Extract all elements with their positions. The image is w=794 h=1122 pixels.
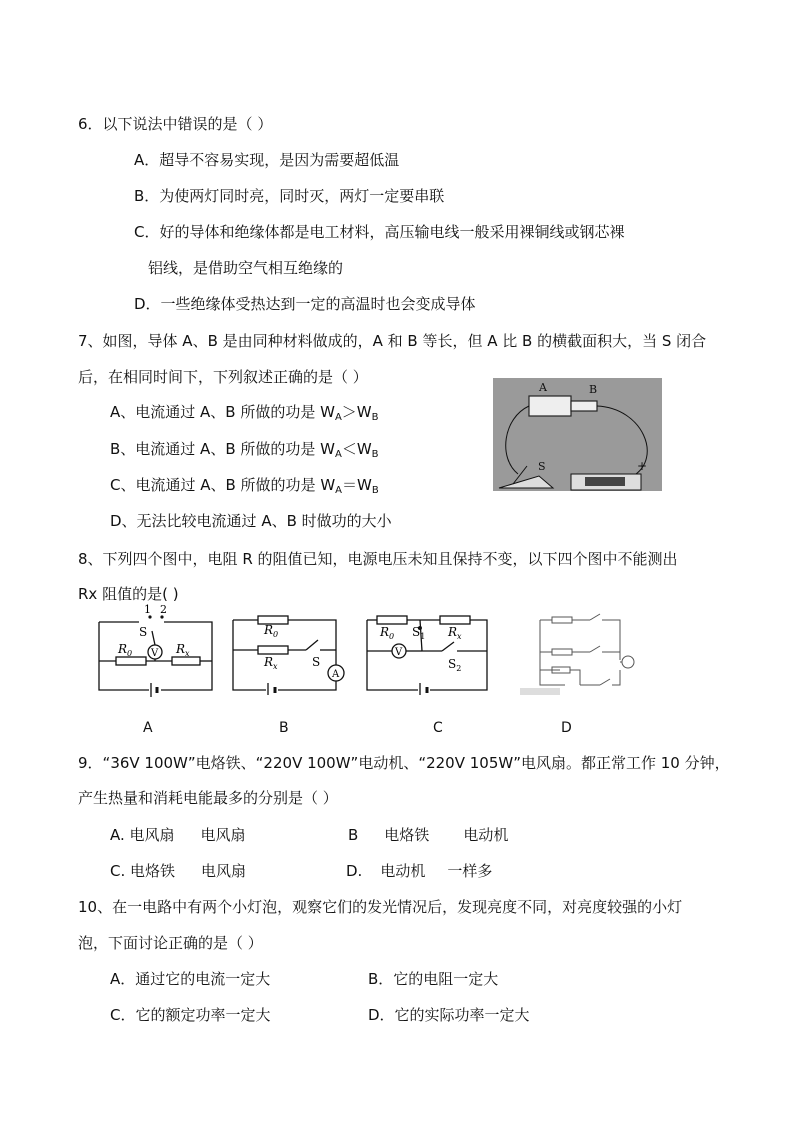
q9-option-a	[110, 825, 246, 845]
circuit-c	[362, 610, 492, 695]
label-rx: $R_x$	[448, 625, 462, 641]
circuit-b-label: B	[279, 720, 289, 736]
label-plus: +	[637, 459, 648, 473]
q9-c-2: 电风扇	[201, 862, 247, 880]
q8-stem-line2: Rx 阻值的是( )	[78, 585, 179, 603]
q9-option-c	[110, 861, 246, 881]
ammeter-a: A	[332, 669, 340, 680]
circuit-b	[228, 610, 353, 695]
label-r0: $R_0$	[380, 625, 395, 641]
q7-stem-line2: 后，在相同时间下，下列叙述正确的是（ ）	[78, 368, 368, 386]
q10-option-d: D．它的实际功率一定大	[368, 1006, 530, 1024]
q6-option-d: D．一些绝缘体受热达到一定的高温时也会变成导体	[134, 295, 476, 313]
q9-d-1: 电动机	[380, 862, 426, 880]
lt-sign: ＜W	[341, 440, 372, 458]
label-a: A	[539, 381, 547, 394]
sub-a: A	[334, 412, 342, 423]
q7-option-a	[110, 402, 379, 428]
q6-option-c: C．好的导体和绝缘体都是电工材料，高压输电线一般采用裸铜线或钢芯裸	[134, 223, 625, 241]
q10-option-c: C．它的额定功率一定大	[110, 1006, 271, 1024]
q10-stem-line1: 10、在一电路中有两个小灯泡，观察它们的发光情况后，发现亮度不同，对亮度较强的小灯	[78, 898, 683, 916]
q9-d-letter: D.	[346, 862, 363, 880]
circuit-a-label: A	[143, 720, 153, 736]
q9-a-2: 电风扇	[200, 826, 246, 844]
label-r0: $R_0$	[118, 642, 133, 658]
voltmeter-v: V	[395, 647, 403, 658]
circuit-d-label: D	[561, 720, 572, 736]
label-s: S	[538, 460, 546, 473]
label-rx: $R_x$	[264, 655, 278, 671]
label-s1: $S_1$	[412, 625, 426, 641]
q9-option-d	[346, 861, 492, 881]
label-2: 2	[160, 603, 167, 616]
sub-a: A	[334, 449, 342, 460]
q9-c-1: C. 电烙铁	[110, 862, 176, 880]
label-rx: $R_x$	[176, 642, 190, 658]
circuit-a	[94, 603, 219, 698]
q6-option-c-cont: 铝线，是借助空气相互绝缘的	[148, 259, 344, 277]
q7-stem-line1: 7、如图，导体 A、B 是由同种材料做成的，A 和 B 等长，但 A 比 B 的横截面积大，当 S 闭合	[78, 332, 707, 350]
q9-stem-line2: 产生热量和消耗电能最多的分别是（ ）	[78, 789, 338, 807]
q9-b-1: 电烙铁	[384, 826, 430, 844]
sub-b: B	[371, 485, 379, 496]
q6-option-a: A．超导不容易实现，是因为需要超低温	[134, 151, 400, 169]
circuit-c-label: C	[433, 720, 443, 736]
q6-option-b: B．为使两灯同时亮，同时灭，两灯一定要串联	[134, 187, 445, 205]
q8-stem-line1: 8、下列四个图中，电阻 R 的阻值已知，电源电压未知且保持不变，以下四个图中不能测出	[78, 550, 678, 568]
q7-option-c-text: C、电流通过 A、B 所做的功是 W	[110, 476, 336, 494]
label-1: 1	[144, 603, 151, 616]
q9-d-2: 一样多	[447, 862, 493, 880]
q10-stem-line2: 泡，下面讨论正确的是（ ）	[78, 934, 263, 952]
q9-a-1: A. 电风扇	[110, 826, 175, 844]
label-r0: $R_0$	[264, 623, 279, 639]
q6-stem: 6．以下说法中错误的是（ ）	[78, 115, 273, 133]
q9-option-b	[348, 825, 508, 845]
q7-option-a-text: A、电流通过 A、B 所做的功是 W	[110, 403, 335, 421]
sub-b: B	[371, 412, 379, 423]
label-b: B	[589, 383, 598, 396]
q9-b-2: 电动机	[463, 826, 509, 844]
eq-sign: ＝W	[342, 476, 372, 494]
label-s2: $S_2$	[448, 657, 462, 673]
q9-b-letter: B	[348, 826, 359, 844]
q9-stem-line1: 9．“36V 100W”电烙铁、“220V 100W”电动机、“220V 105W”电风扇。都正常工作 10 分钟，	[78, 754, 730, 772]
q7-option-b	[110, 439, 379, 465]
circuit-d	[520, 610, 650, 695]
q7-option-c	[110, 475, 379, 501]
q7-option-d: D、无法比较电流通过 A、B 时做功的大小	[110, 512, 392, 530]
gt-sign: ＞W	[341, 403, 372, 421]
q7-conductor-photo	[493, 378, 662, 501]
label-s: S	[312, 655, 321, 669]
q10-option-b: B．它的电阻一定大	[368, 970, 499, 988]
q7-option-b-text: B、电流通过 A、B 所做的功是 W	[110, 440, 335, 458]
sub-b: B	[371, 449, 379, 460]
label-s: S	[139, 625, 148, 639]
voltmeter-v: V	[151, 648, 159, 659]
sub-a: A	[335, 485, 343, 496]
q10-option-a: A．通过它的电流一定大	[110, 970, 271, 988]
